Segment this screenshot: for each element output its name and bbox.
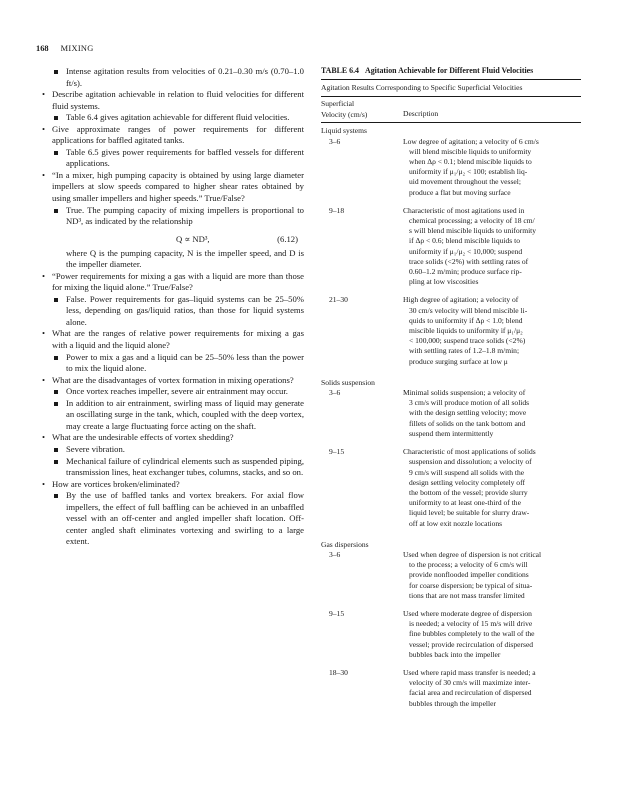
description-line: vessel; provide recirculation of dispersed [409, 639, 534, 649]
description-line: velocity of 30 cm/s will maximize inter- [409, 678, 531, 688]
question-bullet: • How are vortices broken/eliminated? [42, 479, 304, 491]
description-line: suspension and dissolution; a velocity of [409, 457, 532, 467]
table-caption [321, 66, 581, 76]
description-line: Used when degree of dispersion is not critical [403, 549, 542, 559]
velocity-cell: 3–6 [329, 388, 341, 398]
col-header-velocity-line2: Velocity (cm/s) [321, 109, 368, 119]
description-line: 3 cm/s will produce motion of all solids [409, 398, 530, 408]
description-cell [403, 609, 581, 660]
description-line: Characteristic of most agitations used in [403, 205, 525, 215]
table-top-rule [321, 79, 581, 80]
table-section-heading: Liquid systems [321, 126, 367, 136]
question-bullet: • Give approximate ranges of power requirements for different applications for baffled agitated tanks. [42, 124, 304, 147]
description-cell [403, 388, 581, 439]
table-row [321, 447, 581, 529]
table-number: TABLE 6.4 [321, 66, 359, 75]
description-line: suspend them intermittently [409, 428, 494, 438]
description-cell [403, 550, 581, 601]
description-line: bubbles back into the impeller [409, 649, 501, 659]
table-row [321, 609, 581, 660]
question-bullet: • What are the undesirable effects of vortex shedding? [42, 432, 304, 444]
description-line: s will blend miscible liquids to uniformity [409, 226, 537, 236]
velocity-cell: 3–6 [329, 136, 341, 146]
description-line: off at low exit nozzle locations [409, 518, 503, 528]
row-gap [321, 198, 581, 206]
table-header-rule [321, 122, 581, 123]
description-line: with the design settling velocity; move [409, 408, 527, 418]
velocity-cell: 21–30 [329, 295, 348, 305]
row-gap [321, 529, 581, 537]
description-line: fine bubbles completely to the wall of the [409, 629, 535, 639]
row-gap [321, 660, 581, 668]
question-bullet: • What are the disadvantages of vortex formation in mixing operations? [42, 375, 304, 387]
answer-bullet: Power to mix a gas and a liquid can be 25–50% less than the power to mix the liquid alone. [42, 352, 304, 375]
answer-bullet: Severe vibration. [42, 444, 304, 456]
description-line: facial area and recirculation of dispersed [409, 688, 532, 698]
running-title: MIXING [60, 44, 94, 53]
description-line: 9 cm/s will suspend all solids with the [409, 467, 525, 477]
velocity-cell: 3–6 [329, 549, 341, 559]
description-cell [403, 447, 581, 529]
col-header-description: Description [403, 109, 439, 119]
table-body [321, 126, 581, 708]
table-column-headers [321, 97, 581, 122]
description-line: 30 cm/s velocity will blend miscible li- [409, 305, 528, 315]
row-gap [321, 367, 581, 375]
description-line: design settling velocity completely off [409, 477, 525, 487]
description-line: to the process; a velocity of 6 cm/s will [409, 560, 528, 570]
col-header-velocity [321, 99, 391, 119]
equation-number: (6.12) [277, 233, 298, 244]
answer-bullet: Mechanical failure of cylindrical elements such as suspended piping, transmission lines, heat exchanger tubes, columns, stacks, and so on. [42, 456, 304, 479]
page-header [36, 44, 94, 53]
description-line: pling at low viscosities [409, 277, 479, 287]
equation-6-12 [42, 231, 304, 248]
description-line: < 100,000; suspend trace solids (<2%) [409, 336, 526, 346]
answer-bullet: True. The pumping capacity of mixing impellers is proportional to ND³, as indicated by the relationship [42, 205, 304, 228]
description-line: produce surging surface at low μ [409, 356, 508, 366]
description-line: uniformity if μ₁/μ₂ < 10,000; suspend [409, 246, 523, 256]
description-line: tions that are not mass transfer limited [409, 590, 525, 600]
description-line: quids to uniformity if Δρ < 1.0; blend [409, 315, 523, 325]
table-row [321, 206, 581, 288]
question-bullet: • What are the ranges of relative power requirements for mixing a gas with a liquid and the liquid alone? [42, 328, 304, 351]
description-line: uid movement throughout the vessel; [409, 177, 521, 187]
table-row [321, 137, 581, 198]
description-line: if Δρ < 0.6; blend miscible liquids to [409, 236, 520, 246]
description-line: will blend miscible liquids to uniformity [409, 146, 532, 156]
description-line: trace solids (<2%) with settling rates of [409, 256, 529, 266]
question-bullet: • Describe agitation achievable in relation to fluid velocities for different fluid systems. [42, 89, 304, 112]
description-cell [403, 137, 581, 198]
description-line: is needed; a velocity of 15 m/s will drive [409, 619, 533, 629]
description-line: when Δρ < 0.1; blend miscible liquids to [409, 157, 532, 167]
answer-bullet: False. Power requirements for gas–liquid systems can be 25–50% less, depending on gas/liquid ratios, than those for liquid systems alone. [42, 294, 304, 329]
description-line: uniformity if μ₁/μ₂ < 100; establish liq- [409, 167, 528, 177]
description-cell [403, 668, 581, 709]
table-section-heading: Gas dispersions [321, 539, 369, 549]
answer-bullet: Intense agitation results from velocities of 0.21–0.30 m/s (0.70–1.0 ft/s). [42, 66, 304, 89]
table-section-heading: Solids suspension [321, 377, 375, 387]
table-title: Agitation Achievable for Different Fluid Velocities [365, 66, 534, 75]
table-subtitle: Agitation Results Corresponding to Specific Superficial Velocities [321, 83, 523, 93]
answer-bullet: Table 6.4 gives agitation achievable for different fluid velocities. [42, 112, 304, 124]
description-line: the bottom of the vessel; provide slurry [409, 487, 528, 497]
description-line: miscible liquids to uniformity if μ₁/μ₂ [409, 326, 523, 336]
description-line: produce a flat but moving surface [409, 187, 511, 197]
description-line: chemical processing; a velocity of 18 cm/ [409, 216, 535, 226]
paragraph-continuation: where Q is the pumping capacity, N is the impeller speed, and D is the impeller diameter. [66, 247, 304, 270]
table-row [321, 668, 581, 709]
description-line: Characteristic of most applications of solids [403, 447, 536, 457]
description-line: liquid level; be suitable for slurry draw- [409, 508, 530, 518]
table-6-4 [321, 66, 581, 709]
description-line: Low degree of agitation; a velocity of 6 cm/s [403, 136, 539, 146]
answer-bullet: By the use of baffled tanks and vortex breakers. For axial flow impellers, the effect of full baffling can be achieved in an unbaffled vessel with an off-center and angled impeller shaft location. Off-center angled shaft eliminates vortexing and swirling to a large extent. [42, 490, 304, 548]
left-column-text [42, 66, 304, 548]
description-line: 0.60–1.2 m/min; produce surface rip- [409, 267, 522, 277]
description-line: Minimal solids suspension; a velocity of [403, 388, 526, 398]
description-line: provide nonflooded impeller conditions [409, 570, 529, 580]
description-line: uniformity to at least one-third of the [409, 498, 521, 508]
row-gap [321, 287, 581, 295]
description-line: with settling rates of 1.2–1.8 m/min; [409, 346, 520, 356]
table-row [321, 388, 581, 439]
description-line: for coarse dispersion; be typical of situa- [409, 580, 533, 590]
description-line: Used where moderate degree of dispersion [403, 608, 532, 618]
col-header-velocity-line1: Superficial [321, 99, 355, 109]
equation-expression: Q ∝ ND³, [176, 233, 210, 244]
row-gap [321, 439, 581, 447]
description-line: fillets of solids on the tank bottom and [409, 418, 526, 428]
question-bullet: • “Power requirements for mixing a gas with a liquid are more than those for mixing the liquid alone.” True/False? [42, 271, 304, 294]
description-line: High degree of agitation; a velocity of [403, 295, 519, 305]
velocity-cell: 9–15 [329, 608, 345, 618]
description-line: bubbles through the impeller [409, 698, 496, 708]
question-bullet: • “In a mixer, high pumping capacity is obtained by using large diameter impellers at slow speeds compared to higher shear rates obtained by using smaller impellers and higher speeds.” True/False? [42, 170, 304, 205]
description-line: Used where rapid mass transfer is needed; a [403, 667, 536, 677]
description-cell [403, 295, 581, 366]
answer-bullet: Table 6.5 gives power requirements for baffled vessels for different applications. [42, 147, 304, 170]
velocity-cell: 9–15 [329, 447, 345, 457]
row-gap [321, 601, 581, 609]
velocity-cell: 9–18 [329, 205, 345, 215]
page-number: 168 [36, 44, 49, 53]
answer-bullet: Once vortex reaches impeller, severe air entrainment may occur. [42, 386, 304, 398]
table-row [321, 550, 581, 601]
velocity-cell: 18–30 [329, 667, 348, 677]
table-row [321, 295, 581, 366]
description-cell [403, 206, 581, 288]
answer-bullet: In addition to air entrainment, swirling mass of liquid may generate an oscillating surge in the tank, which, coupled with the deep vortex, may create a large fluctuating force acting on the shaft. [42, 398, 304, 433]
